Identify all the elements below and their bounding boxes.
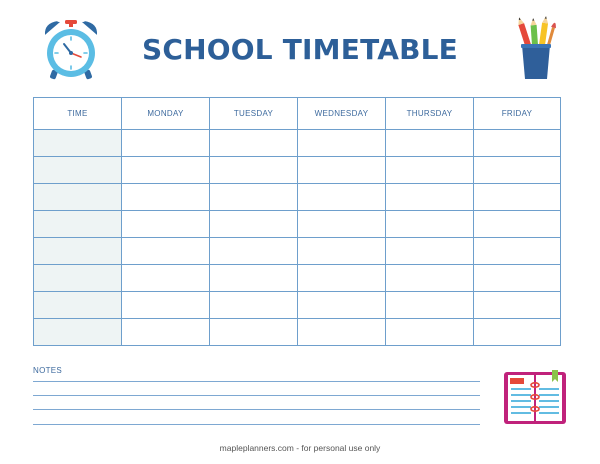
schedule-cell-thursday[interactable] [386,157,474,184]
page-title: SCHOOL TIMETABLE [142,33,458,66]
schedule-cell-thursday[interactable] [386,238,474,265]
schedule-cell-friday[interactable] [474,130,561,157]
schedule-cell-friday[interactable] [474,292,561,319]
column-header-tuesday: TUESDAY [210,98,298,130]
schedule-cell-tuesday[interactable] [210,130,298,157]
timetable-row [34,211,561,238]
schedule-cell-tuesday[interactable] [210,319,298,346]
timetable-header-row [34,98,561,130]
footer-note: mapleplanners.com - for personal use only [219,443,381,453]
schedule-cell-monday[interactable] [122,238,210,265]
schedule-cell-tuesday[interactable] [210,157,298,184]
schedule-cell-thursday[interactable] [386,130,474,157]
schedule-cell-wednesday[interactable] [298,238,386,265]
schedule-cell-wednesday[interactable] [298,292,386,319]
schedule-cell-friday[interactable] [474,157,561,184]
schedule-cell-monday[interactable] [122,319,210,346]
schedule-cell-wednesday[interactable] [298,130,386,157]
time-cell[interactable] [34,292,122,319]
schedule-cell-thursday[interactable] [386,184,474,211]
note-line [33,409,480,410]
schedule-cell-tuesday[interactable] [210,184,298,211]
time-cell[interactable] [34,184,122,211]
notebook-icon [500,368,570,426]
notes-label: NOTES [33,366,63,375]
column-header-time: TIME [34,98,122,130]
column-header-wednesday: WEDNESDAY [298,98,386,130]
schedule-cell-wednesday[interactable] [298,184,386,211]
pencil-cup-icon [516,15,556,81]
time-cell[interactable] [34,238,122,265]
schedule-cell-friday[interactable] [474,184,561,211]
timetable-row [34,184,561,211]
schedule-cell-monday[interactable] [122,130,210,157]
note-line [33,424,480,425]
schedule-cell-wednesday[interactable] [298,265,386,292]
schedule-cell-friday[interactable] [474,319,561,346]
schedule-cell-wednesday[interactable] [298,211,386,238]
timetable-grid [33,97,561,346]
schedule-cell-wednesday[interactable] [298,319,386,346]
column-header-thursday: THURSDAY [386,98,474,130]
time-cell[interactable] [34,319,122,346]
schedule-cell-monday[interactable] [122,184,210,211]
schedule-cell-thursday[interactable] [386,211,474,238]
timetable-body [34,130,561,346]
note-line [33,381,480,382]
schedule-cell-monday[interactable] [122,292,210,319]
timetable-row [34,265,561,292]
alarm-clock-icon [42,18,100,82]
timetable-row [34,238,561,265]
schedule-cell-tuesday[interactable] [210,265,298,292]
schedule-cell-friday[interactable] [474,211,561,238]
schedule-cell-thursday[interactable] [386,292,474,319]
schedule-cell-monday[interactable] [122,157,210,184]
column-header-friday: FRIDAY [474,98,561,130]
schedule-cell-tuesday[interactable] [210,211,298,238]
schedule-cell-friday[interactable] [474,238,561,265]
schedule-cell-friday[interactable] [474,265,561,292]
column-header-monday: MONDAY [122,98,210,130]
schedule-cell-tuesday[interactable] [210,238,298,265]
schedule-cell-tuesday[interactable] [210,292,298,319]
schedule-cell-wednesday[interactable] [298,157,386,184]
schedule-cell-thursday[interactable] [386,319,474,346]
timetable-row [34,292,561,319]
schedule-cell-monday[interactable] [122,211,210,238]
schedule-cell-monday[interactable] [122,265,210,292]
time-cell[interactable] [34,211,122,238]
time-cell[interactable] [34,130,122,157]
time-cell[interactable] [34,157,122,184]
time-cell[interactable] [34,265,122,292]
schedule-cell-thursday[interactable] [386,265,474,292]
timetable-row [34,157,561,184]
timetable-row [34,130,561,157]
note-line [33,395,480,396]
timetable-row [34,319,561,346]
